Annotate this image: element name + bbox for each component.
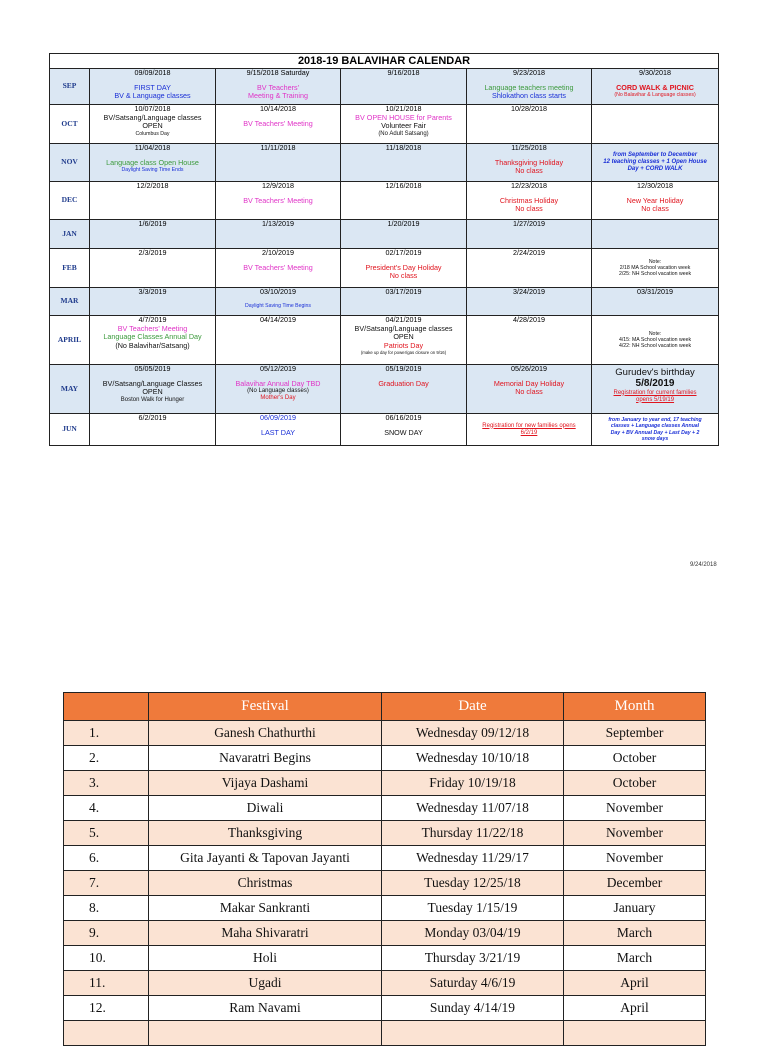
festival-row xyxy=(64,896,706,921)
festival-date: Saturday 4/6/19 xyxy=(382,971,564,996)
cell-event: BV Teachers' Meeting xyxy=(117,323,188,333)
cell-event: FIRST DAY xyxy=(134,82,171,92)
festival-month: November xyxy=(564,821,706,846)
festival-month: November xyxy=(564,796,706,821)
calendar-cell xyxy=(341,414,467,446)
cell-event: BV OPEN HOUSE for Parents xyxy=(355,112,452,122)
cell-date: 04/21/2019 xyxy=(385,315,422,324)
row-number: 5. xyxy=(64,821,149,846)
cell-event: BV & Language classes xyxy=(114,91,191,100)
month-row-jun xyxy=(50,414,719,446)
festival-month: April xyxy=(564,996,706,1021)
festival-row xyxy=(64,771,706,796)
calendar-cell xyxy=(341,69,467,105)
festival-name: Makar Sankranti xyxy=(149,896,382,921)
cell-date: 02/17/2019 xyxy=(385,248,422,257)
cell-event: Christmas Holiday xyxy=(499,195,559,205)
festival-row xyxy=(64,1021,706,1046)
calendar-cell xyxy=(341,365,467,414)
month-label: FEB xyxy=(50,249,90,288)
festival-date: Wednesday 10/10/18 xyxy=(382,746,564,771)
festival-date: Wednesday 09/12/18 xyxy=(382,721,564,746)
festival-name: Ugadi xyxy=(149,971,382,996)
festival-month xyxy=(564,1021,706,1046)
month-row-april xyxy=(50,316,719,365)
cell-note: Boston Walk for Hunger xyxy=(120,396,185,403)
calendar-cell xyxy=(90,365,216,414)
cell-event: OPEN xyxy=(393,332,414,341)
cell-date: 10/07/2018 xyxy=(134,104,171,113)
row-number: 11. xyxy=(64,971,149,996)
cell-note: Day + CORD WALK xyxy=(627,166,683,172)
festival-month: September xyxy=(564,721,706,746)
festival-date: Sunday 4/14/19 xyxy=(382,996,564,1021)
row-number: 6. xyxy=(64,846,149,871)
cell-event: 5/8/2019 xyxy=(635,378,675,389)
calendar-cell xyxy=(90,69,216,105)
cell-note: Daylight Saving Time Begins xyxy=(244,302,312,309)
calendar-cell xyxy=(341,105,467,144)
cell-note: Columbus Day xyxy=(135,130,170,137)
festival-row xyxy=(64,846,706,871)
cell-date: 2/10/2019 xyxy=(262,248,294,257)
row-number: 2. xyxy=(64,746,149,771)
cell-event: No class xyxy=(389,271,418,280)
month-row-feb xyxy=(50,249,719,288)
calendar-cell xyxy=(341,316,467,365)
calendar-cell xyxy=(90,220,216,249)
festival-name: Navaratri Begins xyxy=(149,746,382,771)
cell-event: LAST DAY xyxy=(260,427,296,437)
festival-row xyxy=(64,721,706,746)
festival-month: October xyxy=(564,771,706,796)
calendar-cell xyxy=(592,249,719,288)
row-number: 7. xyxy=(64,871,149,896)
cell-date: 11/25/2018 xyxy=(511,143,547,152)
month-row-dec xyxy=(50,182,719,220)
cell-date: 9/30/2018 xyxy=(639,68,672,77)
calendar-cell xyxy=(467,182,592,220)
festival-month: March xyxy=(564,921,706,946)
cell-date: 11/04/2018 xyxy=(134,143,171,152)
row-number xyxy=(64,1021,149,1046)
cell-event: Graduation Day xyxy=(378,378,429,388)
cell-event: BV Teachers' Meeting xyxy=(243,195,313,205)
calendar-cell xyxy=(467,144,592,182)
cell-note: 4/15: MA School vacation week xyxy=(618,336,692,343)
festival-date: Monday 03/04/19 xyxy=(382,921,564,946)
cell-note: (No Balavihar & Language classes) xyxy=(614,92,696,98)
calendar-cell xyxy=(90,144,216,182)
cell-event: Balavihar Annual Day TBD xyxy=(235,378,321,388)
cell-date: 03/17/2019 xyxy=(385,287,422,296)
cell-date: 3/3/2019 xyxy=(138,287,167,296)
calendar-cell xyxy=(90,288,216,316)
cell-date: 12/16/2018 xyxy=(385,181,422,190)
festival-name xyxy=(149,1021,382,1046)
calendar-cell xyxy=(216,220,341,249)
cell-note: Day + BV Annual Day + Last Day + 2 xyxy=(610,429,700,436)
festival-date: Thursday 3/21/19 xyxy=(382,946,564,971)
header-number xyxy=(64,693,149,721)
month-label: JUN xyxy=(50,414,90,446)
festival-date: Wednesday 11/29/17 xyxy=(382,846,564,871)
festival-name: Gita Jayanti & Tapovan Jayanti xyxy=(149,846,382,871)
festival-row xyxy=(64,746,706,771)
cell-note: 12 teaching classes + 1 Open House xyxy=(603,159,707,165)
calendar-cell xyxy=(467,316,592,365)
row-number: 8. xyxy=(64,896,149,921)
cell-note: Daylight Saving Time Ends xyxy=(121,167,184,173)
cell-date: 9/23/2018 xyxy=(513,68,545,77)
cell-event: Patriots Day xyxy=(383,340,424,350)
festival-row xyxy=(64,821,706,846)
calendar-cell xyxy=(341,220,467,249)
cell-event: BV/Satsang/Language Classes xyxy=(102,378,203,388)
cell-event: No class xyxy=(641,204,669,213)
cell-event: No class xyxy=(515,204,543,213)
cell-date: 06/09/2019 xyxy=(260,413,296,422)
calendar-cell xyxy=(341,288,467,316)
cell-event: Shlokathon class starts xyxy=(492,91,566,100)
calendar-cell xyxy=(341,182,467,220)
festival-row xyxy=(64,971,706,996)
calendar-cell xyxy=(467,249,592,288)
festival-month: March xyxy=(564,946,706,971)
cell-date: 9/15/2018 Saturday xyxy=(246,68,310,77)
calendar-cell xyxy=(592,182,719,220)
cell-note: Registration for new families opens xyxy=(482,422,576,429)
cell-note: Mother's Day xyxy=(260,395,296,401)
cell-event: (No Balavihar/Satsang) xyxy=(115,340,190,350)
festival-name: Vijaya Dashami xyxy=(149,771,382,796)
cell-date: 10/28/2018 xyxy=(511,104,547,113)
cell-note: classes + Language classes Annual xyxy=(610,423,700,430)
cell-note: (No Adult Satsang) xyxy=(378,130,429,137)
calendar-cell xyxy=(592,414,719,446)
festival-name: Christmas xyxy=(149,871,382,896)
festival-row xyxy=(64,871,706,896)
calendar-title: 2018-19 BALAVIHAR CALENDAR xyxy=(50,54,719,69)
calendar-cell xyxy=(216,182,341,220)
cell-event: No class xyxy=(515,166,543,175)
cell-date: 9/16/2018 xyxy=(387,68,420,77)
cell-note: Note: xyxy=(648,330,662,337)
calendar-cell xyxy=(467,69,592,105)
festival-row xyxy=(64,996,706,1021)
cell-note: 2/25: NH School vacation week xyxy=(618,271,692,278)
cell-date: 12/23/2018 xyxy=(511,181,547,190)
calendar-cell xyxy=(341,249,467,288)
cell-date: 10/21/2018 xyxy=(385,104,422,113)
month-label: OCT xyxy=(50,105,90,144)
calendar-cell xyxy=(216,414,341,446)
cell-event: No class xyxy=(515,387,543,396)
cell-event: Language class Open House xyxy=(106,157,199,167)
calendar-cell xyxy=(216,365,341,414)
row-number: 1. xyxy=(64,721,149,746)
cell-date: 12/9/2018 xyxy=(262,181,294,190)
cell-event: BV Teachers' Meeting xyxy=(243,118,313,128)
calendar-cell xyxy=(592,316,719,365)
cell-event: Gurudev's birthday xyxy=(615,367,695,378)
month-label: NOV xyxy=(50,144,90,182)
cell-event: Memorial Day Holiday xyxy=(493,378,565,388)
cell-event: BV/Satsang/Language classes xyxy=(354,323,453,333)
calendar-cell xyxy=(90,105,216,144)
cell-note: from January to year end, 17 teaching xyxy=(608,417,702,424)
festival-date: Tuesday 12/25/18 xyxy=(382,871,564,896)
cell-date: 04/14/2019 xyxy=(260,315,296,324)
calendar-cell xyxy=(592,288,719,316)
cell-event: OPEN xyxy=(142,387,163,396)
festival-month: December xyxy=(564,871,706,896)
festival-date: Friday 10/19/18 xyxy=(382,771,564,796)
row-number: 4. xyxy=(64,796,149,821)
festival-name: Holi xyxy=(149,946,382,971)
cell-date: 05/05/2019 xyxy=(134,364,171,373)
festival-name: Thanksgiving xyxy=(149,821,382,846)
calendar-cell xyxy=(90,316,216,365)
cell-date: 11/18/2018 xyxy=(385,143,422,152)
festival-name: Diwali xyxy=(149,796,382,821)
calendar-cell xyxy=(467,220,592,249)
festival-name: Ram Navami xyxy=(149,996,382,1021)
calendar-cell xyxy=(216,288,341,316)
cell-note: Registration for current families xyxy=(613,389,697,396)
calendar-cell xyxy=(216,144,341,182)
festival-header-row xyxy=(64,693,706,721)
calendar-cell xyxy=(467,288,592,316)
cell-date: 1/20/2019 xyxy=(387,219,420,228)
print-date: 9/24/2018 xyxy=(690,562,717,568)
cell-event: Meeting & Training xyxy=(248,91,308,100)
cell-event: SNOW DAY xyxy=(384,427,423,437)
cell-note: 4/22: NH School vacation week xyxy=(618,343,692,350)
calendar-cell xyxy=(341,144,467,182)
cell-date: 06/16/2019 xyxy=(385,413,422,422)
festival-month: November xyxy=(564,846,706,871)
cell-note: Note: xyxy=(648,258,662,265)
cell-date: 2/24/2019 xyxy=(513,248,545,257)
cell-date: 10/14/2018 xyxy=(260,104,296,113)
calendar-cell xyxy=(592,144,719,182)
cell-event: BV Teachers' xyxy=(257,82,299,92)
calendar-cell xyxy=(216,316,341,365)
cell-event: Language Classes Annual Day xyxy=(103,332,202,341)
cell-date: 09/09/2018 xyxy=(134,68,171,77)
cell-note: opens 5/19/19 xyxy=(636,396,675,403)
cell-event: Language teachers meeting xyxy=(484,82,574,92)
festival-date: Thursday 11/22/18 xyxy=(382,821,564,846)
cell-date: 1/13/2019 xyxy=(262,219,294,228)
cell-date: 6/2/2019 xyxy=(138,413,167,422)
cell-note: 6/2/19 xyxy=(520,429,538,436)
month-label: MAR xyxy=(50,288,90,316)
row-number: 10. xyxy=(64,946,149,971)
calendar-cell xyxy=(467,365,592,414)
calendar-cell xyxy=(90,182,216,220)
festival-month: April xyxy=(564,971,706,996)
cell-date: 2/3/2019 xyxy=(138,248,167,257)
month-row-may xyxy=(50,365,719,414)
header-month: Month xyxy=(564,693,706,721)
festival-month: October xyxy=(564,746,706,771)
festival-date: Wednesday 11/07/18 xyxy=(382,796,564,821)
festival-date: Tuesday 1/15/19 xyxy=(382,896,564,921)
month-label: APRIL xyxy=(50,316,90,365)
calendar-cell xyxy=(592,105,719,144)
calendar-cell xyxy=(592,365,719,414)
cell-event: Thanksgiving Holiday xyxy=(494,157,564,167)
festival-row xyxy=(64,946,706,971)
cell-date: 12/2/2018 xyxy=(136,181,169,190)
row-number: 3. xyxy=(64,771,149,796)
cell-event: OPEN xyxy=(142,121,163,130)
cell-event: President's Day Holiday xyxy=(365,262,442,272)
calendar-cell xyxy=(467,414,592,446)
cell-date: 03/31/2019 xyxy=(637,287,674,296)
calendar-cell xyxy=(90,414,216,446)
month-label: JAN xyxy=(50,220,90,249)
cell-date: 12/30/2018 xyxy=(637,181,674,190)
festival-row xyxy=(64,921,706,946)
cell-date: 03/10/2019 xyxy=(260,287,296,296)
cell-note: 2/18 MA School vacation week xyxy=(619,264,691,271)
header-date: Date xyxy=(382,693,564,721)
cell-date: 05/12/2019 xyxy=(260,364,296,373)
cell-date: 4/28/2019 xyxy=(513,315,545,324)
row-number: 12. xyxy=(64,996,149,1021)
festival-row xyxy=(64,796,706,821)
cell-date: 4/7/2019 xyxy=(138,315,167,324)
calendar-cell xyxy=(90,249,216,288)
month-label: DEC xyxy=(50,182,90,220)
cell-date: 1/27/2019 xyxy=(513,219,545,228)
cell-date: 1/6/2019 xyxy=(138,219,167,228)
month-row-sep xyxy=(50,69,719,105)
cell-note: (No Language classes) xyxy=(247,388,309,394)
row-number: 9. xyxy=(64,921,149,946)
festival-table xyxy=(63,692,706,1046)
header-festival: Festival xyxy=(149,693,382,721)
cell-note: (make up day for power/gas closure on 9/16) xyxy=(360,350,447,355)
month-row-nov xyxy=(50,144,719,182)
month-label: MAY xyxy=(50,365,90,414)
cell-event: BV Teachers' Meeting xyxy=(243,262,313,272)
festival-name: Maha Shivaratri xyxy=(149,921,382,946)
cell-event: BV/Satsang/Language classes xyxy=(103,112,202,122)
festival-name: Ganesh Chathurthi xyxy=(149,721,382,746)
month-row-jan xyxy=(50,220,719,249)
calendar-cell xyxy=(592,69,719,105)
calendar-cell xyxy=(592,220,719,249)
cell-event: CORD WALK & PICNIC xyxy=(616,82,694,92)
cell-date: 3/24/2019 xyxy=(513,287,545,296)
calendar-cell xyxy=(216,69,341,105)
month-row-oct xyxy=(50,105,719,144)
cell-note: from September to December xyxy=(613,152,698,158)
festival-month: January xyxy=(564,896,706,921)
cell-note: snow days xyxy=(641,435,669,442)
balavihar-calendar xyxy=(49,53,719,446)
cell-event: New Year Holiday xyxy=(626,195,684,205)
calendar-cell xyxy=(467,105,592,144)
month-row-mar xyxy=(50,288,719,316)
month-label: SEP xyxy=(50,69,90,105)
calendar-cell xyxy=(216,105,341,144)
cell-date: 05/26/2019 xyxy=(511,364,547,373)
cell-date: 11/11/2018 xyxy=(260,143,296,152)
cell-date: 05/19/2019 xyxy=(385,364,422,373)
festival-date xyxy=(382,1021,564,1046)
calendar-cell xyxy=(216,249,341,288)
cell-event: Volunteer Fair xyxy=(381,121,426,130)
